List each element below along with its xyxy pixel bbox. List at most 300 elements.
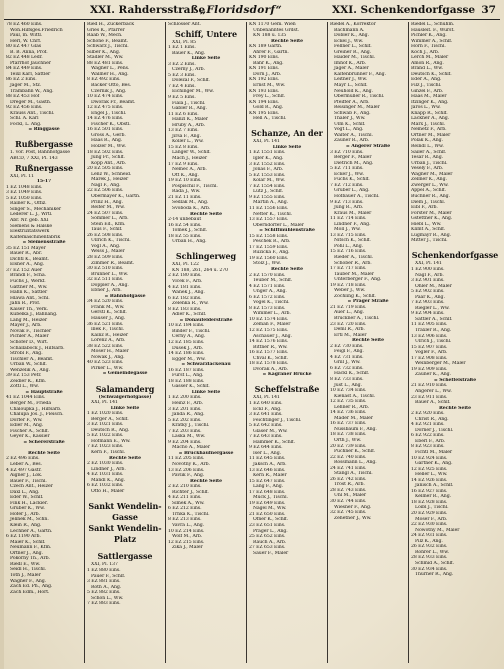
directory-entry: 18 EZ 738 Eins.	[330, 432, 367, 438]
directory-entry: 3 EZ 201 Eins.	[168, 406, 202, 412]
directory-entry: Deutsch R., Ang.	[91, 427, 130, 433]
column-divider	[246, 22, 247, 663]
directory-entry: Wagner M., Maler	[411, 171, 453, 177]
directory-entry: XXI, Pl. 141	[415, 261, 442, 267]
directory-entry: 6 EZ 212 Eins.	[168, 506, 202, 512]
directory-entry: Kolar M., Ww.	[253, 178, 285, 184]
directory-entry: Sailer A., Schlf.	[411, 149, 447, 155]
directory-entry: 13 EZ 715 Eins.	[330, 232, 367, 238]
directory-entry: 13 EZ 646 Eins.	[249, 467, 286, 473]
directory-entry: 1 EZ 900 Eins.	[411, 266, 445, 272]
directory-entry: Herl, W. Chrf.	[10, 38, 42, 44]
directory-entry: XXI, Pl. 141	[253, 139, 280, 145]
directory-entry: 5 EZ 902 Eins.	[411, 289, 445, 295]
directory-entry: 26 EZ 742 Eins.	[330, 476, 367, 482]
directory-entry: Hiebl L., Ww.	[411, 221, 442, 227]
directory-entry: Teuber M., Schlf.	[253, 278, 293, 284]
street-heading: Schenkendorfgasse	[411, 250, 499, 261]
directory-entry: Greiner R., Ang.	[334, 49, 372, 55]
directory-entry: 17 EZ 717 Eins.	[330, 266, 367, 272]
directory-entry: Schallaböck J., Hilfsarb.	[10, 345, 65, 351]
directory-entry: Kratky J., Tischl.	[172, 423, 210, 429]
directory-entry: 8 EZ 183 Eins.	[168, 306, 202, 312]
street-heading: Rußnergasse	[15, 162, 73, 173]
directory-entry: Dichtl K., Beamt.	[10, 256, 49, 262]
directory-entry: 19 EZ 909 Eins.	[411, 366, 448, 372]
directory-entry: Stein Ed., Kfm.	[91, 221, 126, 227]
directory-entry: 4 EZ 211 Eins.	[168, 495, 202, 501]
directory-entry: Vogler F., Arb.	[415, 350, 448, 356]
directory-entry: Pauer F., Schlf.	[91, 573, 126, 579]
directory-entry: Schön L., Ww.	[91, 595, 124, 601]
directory-entry: Zwerger L., Ww.	[411, 182, 449, 188]
directory-entry: Stadler M., Ww.	[87, 55, 124, 61]
directory-entry: Pospischil F., Tischl.	[172, 183, 218, 189]
directory-entry: Zöchling K., Schlf.	[334, 293, 376, 299]
directory-entry: Thaler J., Ww.	[334, 116, 366, 122]
directory-entry: 2-14 unbebaut	[168, 217, 202, 223]
directory-entry: 13 EZ 7 Eins.	[168, 128, 199, 134]
directory-entry: Schwarz J., Tischl.	[87, 44, 129, 50]
directory-entry: Janda R., Ang.	[172, 412, 205, 418]
directory-entry: Berger F., Maler	[334, 155, 372, 161]
directory-entry: Frey L., Schlf.	[253, 94, 285, 100]
directory-entry: Gold R., Ang.	[253, 105, 284, 111]
directory-entry: KN 1170 Gem. Wien	[249, 22, 296, 27]
directory-entry: 9 EZ 644 Eins.	[249, 445, 283, 451]
directory-entry: 17 EZ 9 Eins.	[168, 161, 199, 167]
directory-entry: 92 EZ 456 Eins.	[6, 105, 43, 111]
cross-street-marker: Rechte Seite	[271, 266, 303, 272]
directory-entry: 7 EZ 4 Eins.	[168, 83, 196, 89]
directory-entry: Novak F., Tischler	[10, 328, 52, 334]
directory-entry: 14 EZ 736 Eins.	[330, 410, 367, 416]
directory-entry: Zauner K., Ang.	[415, 372, 451, 378]
directory-entry: 12 EZ 475 Eins.	[87, 105, 124, 111]
directory-entry: Ginzel F., Arb.	[411, 88, 444, 94]
directory-entry: Gruber L., Ang.	[334, 188, 370, 194]
directory-entry: 1 EZ 1551 Eins.	[249, 150, 286, 156]
directory-entry: 6 EZ 922 Eins.	[411, 433, 445, 439]
cross-street-marker: = Hauptstraße	[25, 389, 63, 395]
directory-entry: Dvorak A., Arb.	[253, 366, 289, 372]
directory-entry: Haider M., Tischl.	[334, 55, 376, 61]
directory-entry: Lindner J., Arb.	[91, 466, 126, 472]
directory-entry: Illek F., Tischl.	[91, 327, 125, 333]
directory-entry: Nagel M., Ww.	[253, 506, 287, 512]
directory-entry: Schöfer D., Wirt.	[10, 339, 49, 345]
street-heading: Schiff, Untere	[175, 28, 237, 39]
directory-entry: Janisch A., Schlf.	[415, 483, 454, 489]
directory-entry: KN 191 Eins.	[249, 66, 280, 72]
directory-entry: Berger A., Schlf.	[91, 416, 129, 422]
directory-entry: 5 EZ 3 Eins.	[168, 72, 196, 78]
directory-entry: Eibl F., Arb.	[411, 205, 438, 211]
directory-entry: Jelinek M., Schn.	[10, 517, 49, 523]
directory-entry: Hlawa Ant., Schl.	[10, 295, 50, 301]
directory-entry: 25 EZ 652 Eins.	[249, 534, 286, 540]
directory-entry: Heller L., Ww.	[415, 472, 448, 478]
directory-entry: 21 EZ 11 Eins.	[168, 194, 202, 200]
directory-entry: KN 188 u. 135	[253, 33, 287, 39]
directory-entry: Mandl K., Ang.	[91, 477, 126, 483]
directory-entry: Gries K., Pfarrer	[87, 27, 125, 33]
directory-entry: 18 EZ 1578 Eins.	[249, 361, 289, 367]
directory-entry: Riegler L., Ww.	[415, 305, 450, 311]
cross-street-marker: Linke Seite	[191, 389, 221, 395]
directory-entry: ABCD, 7 XXI, Pl. 143	[10, 156, 58, 162]
directory-entry: 9 EZ 5 Eins.	[168, 95, 196, 101]
directory-entry: Dolezal F., Schlf.	[172, 78, 210, 84]
directory-entry: Sedlak M., Ang.	[172, 200, 209, 206]
directory-entry: Riedel A., Korrektor	[330, 22, 376, 27]
directory-entry: 14 EZ 186 Eins.	[168, 351, 205, 357]
directory-entry: Ortner M., Maler	[411, 132, 451, 138]
directory-entry: Hackl K., Schlf.	[334, 371, 370, 377]
directory-entry: 10 EZ 924 Eins.	[411, 455, 448, 461]
directory-entry: Taus F., Schlf.	[91, 227, 123, 233]
directory-entry: Lorenz A., Arb.	[91, 338, 126, 344]
directory-entry: KN 192 Eins.	[249, 77, 280, 83]
directory-entry: Moser F., Arb.	[415, 516, 448, 522]
directory-entry: 8 EZ 923 Eins.	[411, 444, 445, 450]
directory-entry: Bauer F., Tischl.	[10, 478, 47, 484]
directory-entry: 4 EZ 921 Eins.	[411, 422, 445, 428]
directory-entry: Gattner M., Ww.	[10, 284, 48, 290]
directory-column-4	[249, 22, 325, 665]
directory-entry: Kienast A., Tischl.	[334, 393, 376, 399]
directory-entry: Lehner R., Arb.	[334, 404, 370, 410]
directory-entry: 11 EZ 1556 Eins.	[249, 205, 289, 211]
directory-entry: 3 EZ 2 Eins.	[168, 61, 196, 67]
directory-entry: KN 188, 261, 264 u. 270	[172, 267, 229, 273]
directory-entry: 28 EZ 509 Eins.	[87, 254, 124, 260]
directory-entry: Seidl H., Tischl.	[10, 567, 47, 573]
directory-entry: 5 EZ 202 Eins.	[168, 417, 202, 423]
directory-entry: Riedel L., Schuhm.	[411, 22, 455, 27]
directory-entry: Forster M., Maler	[411, 210, 452, 216]
directory-entry: Mader M., Maler	[334, 415, 373, 421]
directory-entry: Fischer K., Obstl.	[91, 121, 131, 127]
street-heading: Platz	[113, 533, 137, 544]
directory-entry: Schmid A., Schlf.	[415, 560, 454, 566]
directory-entry: Jung Fr., Schlf.	[91, 155, 125, 161]
directory-entry: Svoboda K., Arb.	[172, 205, 211, 211]
directory-column-3	[168, 22, 244, 665]
directory-entry: Bauer A., Schlf.	[415, 400, 451, 406]
directory-entry: Reindl L., Ww.	[411, 144, 444, 150]
directory-entry: 19 EZ 649 Eins.	[249, 500, 286, 506]
directory-entry: 9 EZ 204 Eins.	[168, 439, 202, 445]
directory-entry: 19 EZ 10 Eins.	[168, 178, 202, 184]
directory-entry: 5 EZ 882 Eins.	[87, 590, 121, 596]
directory-entry: Brunner L., Ww.	[91, 271, 129, 277]
directory-entry: 18 EZ 55 Eins.	[168, 233, 202, 239]
directory-entry: 11 EZ 645 Eins.	[249, 456, 286, 462]
street-heading: Salamanderg	[95, 383, 155, 394]
directory-entry: Schlosser Ant.	[168, 22, 201, 27]
directory-entry: Roth A., Ang.	[91, 584, 122, 590]
directory-entry: 4 EZ 181 Eins.	[168, 284, 202, 290]
directory-entry: 22 EZ 506 Eins.	[87, 188, 124, 194]
directory-entry: Polak K., Ang.	[411, 138, 443, 144]
directory-entry: 12 EZ 185 Eins.	[168, 339, 205, 345]
directory-entry: 1 EZ 1020 Eins.	[87, 411, 124, 417]
directory-entry: B. B. Anna, Prof.	[10, 49, 48, 55]
directory-entry: Vesely F., Arb.	[411, 166, 444, 172]
directory-entry: 11 EZ 714 Eins.	[330, 216, 367, 222]
directory-entry: Pfarrhof Jauchner	[10, 60, 51, 66]
directory-entry	[249, 378, 325, 384]
directory-entry: Tischler A., Beamt.	[10, 356, 54, 362]
directory-entry: 11 EZ 6 Eins.	[168, 111, 199, 117]
directory-entry: 2 EZ 210 Eins.	[168, 484, 202, 490]
directory-entry: 1 EZ 640 Eins.	[249, 401, 283, 406]
directory-entry: Fellner L., Schlf.	[334, 44, 372, 50]
directory-entry	[87, 494, 163, 500]
directory-entry: Schober R., Arb.	[334, 260, 372, 266]
directory-entry: Oberndorfer L., Maler	[253, 222, 304, 228]
directory-entry: Weinberger M., Maler	[415, 361, 466, 367]
directory-entry: Prager L., Ang.	[253, 528, 288, 534]
directory-entry: Ofner K., Schlf.	[253, 517, 288, 523]
directory-entry: 3 EZ 1021 Eins.	[87, 422, 124, 428]
directory-entry: Hammer K., Schlf.	[253, 439, 295, 445]
directory-entry: Mayr L., Schlf.	[334, 83, 368, 89]
directory-entry: Wagner F., Ang.	[10, 578, 47, 584]
directory-entry: Hofer J., Arb.	[10, 511, 40, 517]
cross-street-marker: = Scheffelstraße	[433, 377, 477, 383]
directory-entry: Fischer A., Schlf.	[10, 428, 49, 434]
directory-entry: Edler M., Ang.	[10, 423, 44, 429]
directory-entry: Zeman F., Maler	[253, 322, 291, 328]
directory-entry: Kern R., Maler	[253, 473, 287, 479]
directory-entry: Klein R., Ang.	[10, 523, 42, 529]
directory-entry: Lechner A., Gärtn.	[10, 528, 53, 534]
directory-entry: Gasser K., Schlf.	[172, 384, 210, 390]
directory-entry: 32 EZ 511 Eins.	[87, 277, 124, 283]
directory-entry: Mitter J., Tischl.	[411, 238, 448, 244]
directory-entry: Chval K., Schlf.	[253, 355, 288, 361]
directory-entry	[249, 122, 325, 128]
directory-entry: XXI, Pl. 137	[91, 562, 118, 568]
directory-entry: 13 EZ 206 Eins.	[168, 467, 205, 473]
directory-entry: Heinz F., Arb.	[172, 401, 204, 406]
directory-entry: Engel J., Tischl.	[91, 110, 127, 116]
directory-entry: 88 EZ 481 Eins.	[87, 60, 124, 66]
directory-entry: Brandl F., Scha.	[10, 273, 47, 279]
cross-street-marker: Rechte Seite	[439, 405, 471, 411]
directory-entry: 3 EZ 641 Eins.	[249, 412, 283, 418]
directory-entry: Unterberger F., Ang.	[334, 277, 382, 283]
directory-entry: Zehetner J., Ww.	[334, 515, 372, 521]
directory-entry: 35 EZ 151 Mayer	[6, 245, 46, 251]
directory-entry: Elsner A., Ang.	[10, 262, 45, 268]
directory-entry: Koch J., Arb.	[411, 49, 440, 55]
directory-entry: XXI, Pl. 122	[172, 262, 199, 268]
directory-entry: Igler K., Ang.	[253, 156, 284, 162]
directory-entry: Binder F., Tischl.	[172, 328, 211, 334]
directory-entry: Fockl, L. Ang.	[10, 121, 42, 127]
directory-entry: 15 EZ 1558 Eins.	[249, 233, 289, 239]
directory-entry: Bruckner A., Tischl.	[334, 315, 380, 321]
directory-entry: Pichler K., Ang.	[411, 33, 447, 39]
directory-entry: Peschek R., Arb.	[253, 239, 291, 245]
directory-entry: Fink H., Lackier.	[10, 500, 48, 506]
directory-entry: Gabler R., Ang.	[172, 106, 207, 112]
cross-street-marker: Rechte Seite	[190, 211, 222, 217]
directory-entry: Rainer K., Offiz.	[10, 201, 47, 207]
directory-entry: Imhof K., Arb.	[334, 60, 367, 66]
directory-entry: Wimmer L., Arb.	[253, 311, 291, 317]
directory-entry: Daxl L., Ang.	[10, 489, 40, 495]
directory-entry: 5 EZ 711 Eins.	[330, 166, 364, 172]
directory-entry: Lugmayr R., Ang.	[411, 232, 452, 238]
directory-entry: Chalupa Jos. J., Fleisch.	[10, 412, 64, 418]
running-head-left: XXI. Rahdersstraße	[90, 4, 206, 16]
directory-entry: Loibl J., Tischl.	[415, 505, 449, 511]
directory-entry: Kaiser Th., Verk.	[10, 306, 48, 312]
directory-entry: 80 EZ 447 Glas	[6, 44, 42, 50]
directory-entry: 12 EZ 215 Eins.	[168, 539, 205, 545]
directory-entry: 28 EZ 933 Eins.	[411, 555, 448, 561]
directory-entry: Traxler R., Ang.	[415, 327, 452, 333]
directory-entry: Schwab F., Ang.	[334, 110, 371, 116]
directory-entry: XXI, Pl. 85	[172, 39, 197, 45]
directory-entry: Kubelka J., Bahnang.	[10, 312, 58, 318]
directory-entry: Schl. A. Karl	[10, 116, 39, 122]
directory-entry: Hell A., Tischl.	[253, 116, 287, 122]
directory-entry: Doppler A., Ang.	[91, 282, 129, 288]
directory-entry: XXI, Pl. 141	[253, 395, 280, 401]
directory-entry: Weiss J., Maler	[91, 249, 125, 255]
directory-entry: Gartner K., Ang.	[415, 461, 453, 467]
directory-entry: 13 EZ 906 Eins.	[411, 333, 448, 339]
directory-entry: 6 EZ 1032 Eins.	[87, 483, 124, 489]
directory-entry: Vogl A., Ang.	[91, 243, 121, 249]
directory-entry: 12 EZ 1575 Eins.	[249, 327, 289, 333]
directory-entry: Nitsch K., Schlf.	[334, 238, 371, 244]
directory-entry: Mach J., Heizer	[172, 156, 208, 162]
directory-entry: Feichtinger J., Tischl.	[253, 417, 302, 423]
directory-entry: Pirker L., Ww.	[91, 365, 124, 371]
directory-entry: Bäcker Otto, Bes.	[91, 83, 132, 89]
cross-street-marker: = Angerer Straße	[345, 144, 391, 150]
directory-entry: Wimmer A., Schlf.	[411, 38, 453, 44]
directory-entry: KN 194 Eins.	[249, 99, 280, 105]
directory-entry: Dreger M., Gasth.	[10, 99, 52, 105]
directory-entry: 24 EZ 931 Eins.	[411, 533, 448, 539]
directory-entry: Wagner L., Pens.	[91, 66, 130, 72]
directory-entry: 19 EZ 1560 Eins.	[249, 255, 289, 261]
directory-entry: 1. vor. Post, Bahnhofgasse	[10, 150, 70, 156]
running-head-center: „Floridsdorf“	[200, 4, 282, 16]
directory-entry: Simek A., Ww.	[172, 500, 205, 506]
column-divider	[408, 22, 409, 663]
directory-entry: 20 EZ 739 Eins.	[330, 443, 367, 449]
directory-entry: 21 EZ 650 Eins.	[249, 511, 286, 517]
directory-entry: Haas M., Maler	[411, 94, 447, 100]
directory-entry: 39 EZ 153 Petr.	[6, 373, 42, 379]
directory-column-2	[87, 22, 163, 665]
directory-entry: Geyer K., Kassier	[10, 434, 50, 440]
street-heading: Schlingerweg	[175, 251, 237, 262]
directory-entry: Dietrich M., Ang.	[334, 160, 374, 166]
directory-entry: Zach Edm., Hort.	[10, 589, 50, 595]
directory-entry: Gstettner K., Ang.	[411, 216, 453, 222]
directory-entry: 5 EZ 1022 Eins.	[87, 433, 124, 439]
directory-entry: Pfeiffer A., Arb.	[334, 99, 370, 105]
directory-entry: Rieder A., Tischl.	[334, 254, 374, 260]
directory-entry: 37 EZ 152 Auer	[6, 267, 43, 273]
directory-entry: 23 EZ 651 Eins.	[249, 523, 286, 529]
directory-entry: Zach Ed. Ph., Ang.	[10, 584, 53, 590]
directory-entry: Jäger A., Maler	[334, 66, 369, 72]
directory-entry: Egger M., Ww.	[172, 356, 206, 362]
directory-entry: Leber A., Bes.	[10, 462, 42, 468]
cross-street-marker: = Gemeindegasse	[102, 371, 148, 377]
cross-street-marker: = Ringgasse	[28, 127, 60, 133]
directory-entry: Döbler K., Ang.	[334, 33, 369, 39]
directory-entry: 14 EZ 476 Eins.	[87, 116, 124, 122]
directory-entry: Zika J., Maler	[172, 545, 203, 551]
directory-entry: Fuchs K., Schlf.	[334, 177, 370, 183]
directory-entry: Otto H., Maler	[91, 488, 125, 494]
directory-entry: 30 EZ 510 Eins.	[87, 266, 124, 272]
cross-street-marker: = Bahnhofgasse	[104, 293, 146, 299]
header-rule	[4, 19, 500, 20]
directory-entry: 10 EZ 734 Eins.	[330, 388, 367, 394]
directory-entry: 78 EZ 460 Eins.	[6, 22, 43, 27]
directory-entry: Obermayer K., Gärtn.	[91, 193, 141, 199]
directory-entry: 15 EZ 647 Eins.	[249, 478, 286, 484]
directory-entry: 9 EZ 904 Eins.	[411, 311, 445, 317]
directory-entry: Diem J., Tischl.	[411, 199, 446, 205]
directory-entry: Kaltenbrunner F., Ang.	[334, 71, 386, 77]
directory-entry: Marek J., Heizer	[91, 177, 129, 183]
directory-entry: 17 EZ 648 Eins.	[249, 489, 286, 495]
directory-entry: 2 EZ 920 Eins.	[411, 411, 445, 417]
directory-entry	[411, 244, 499, 250]
directory-entry: Pilz K., Ang.	[415, 538, 443, 544]
directory-entry: Jaksch A., Arb.	[253, 462, 287, 468]
directory-entry: 26 EZ 508 Eins.	[87, 232, 124, 238]
directory-entry: 32 EZ 745 Eins.	[330, 510, 367, 516]
directory-entry: 10 EZ 214 Eins.	[168, 528, 205, 534]
cross-street-marker: = Bruckhaufnergasse	[178, 450, 234, 456]
directory-entry: Kältemaschinenfabrik	[10, 234, 61, 240]
directory-entry: 3 EZ 1049 Eins.	[6, 190, 43, 196]
directory-entry: Zottl L., Ww.	[10, 384, 39, 390]
directory-entry: 30 EZ 934 Eins.	[411, 566, 448, 572]
directory-entry: 18 EZ 502 Eins.	[87, 149, 124, 155]
directory-entry: 20 EZ 505 Eins.	[87, 166, 124, 172]
directory-entry: Pohl L., Ang.	[334, 243, 364, 249]
directory-entry: Toth J., Maler	[10, 572, 41, 578]
page-number: 37	[481, 4, 496, 16]
directory-entry: Nemetz F., Arb.	[411, 127, 447, 133]
directory-entry: 3 EZ 1552 Eins.	[249, 161, 286, 167]
directory-entry: Teixl Karl, Sattler	[10, 71, 51, 77]
directory-entry: KN 189 Gärtn.	[249, 44, 283, 50]
directory-entry: Mück J., Tischl.	[253, 495, 288, 501]
directory-entry: Zelenka R., Ww.	[172, 301, 209, 307]
directory-entry: Hausleit. F., Wurst.	[411, 27, 455, 33]
directory-entry: 17 EZ 1559 Eins.	[249, 244, 289, 250]
directory-entry: 84 EZ 449 Eins.	[6, 66, 43, 72]
directory-entry: 20 EZ 929 Eins.	[411, 511, 448, 517]
column-divider	[84, 22, 85, 663]
